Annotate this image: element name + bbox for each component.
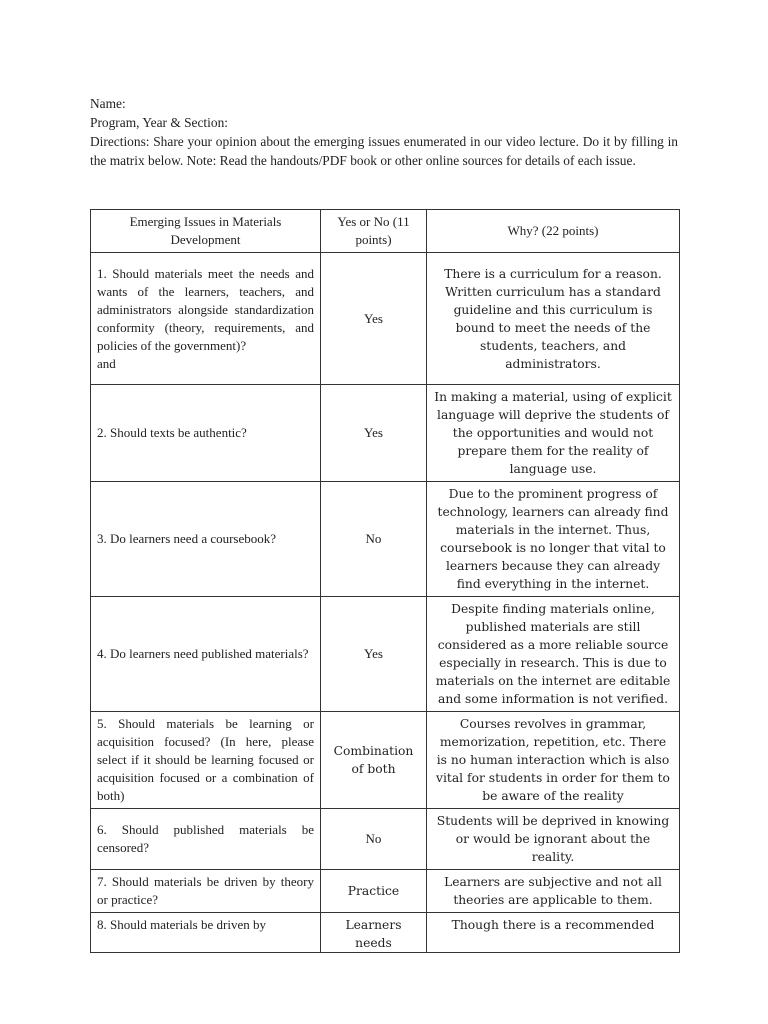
issue-cell (91, 253, 321, 385)
table-header-row (91, 210, 680, 253)
issue-cell: 6. Should published materials be censored? (91, 809, 321, 870)
issue-question: 1. Should materials meet the needs and wants of the learners, teachers, and administrators alongside standardization conformity (theory, requirements, and policies of the government)? (97, 265, 314, 353)
issue-question-extra: and (97, 355, 116, 371)
answer-cell: Learners needs (321, 913, 427, 953)
directions-text: Directions: Share your opinion about the emerging issues enumerated in our video lecture. Do it by filling in the matrix below. Note: Read the handouts/PDF book or other online sources for details of each issue. (90, 134, 678, 168)
why-cell: Despite finding materials online, published materials are still considered as a more reliable source especially in research. This is due to materials on the internet are editable and some information is not verified. (427, 597, 680, 712)
why-cell: Though there is a recommended (427, 913, 680, 953)
table-row (91, 870, 680, 913)
issue-cell: 2. Should texts be authentic? (91, 385, 321, 482)
answer-cell: Yes (321, 385, 427, 482)
issue-cell: 5. Should materials be learning or acquisition focused? (In here, please select if it should be learning focused or acquisition focused or a combination of both) (91, 712, 321, 809)
answer-cell: Practice (321, 870, 427, 913)
column-header-answer: Yes or No (11 points) (321, 210, 427, 253)
answer-cell: Combination of both (321, 712, 427, 809)
column-header-issue: Emerging Issues in Materials Development (91, 210, 321, 253)
table-row (91, 597, 680, 712)
table-row (91, 253, 680, 385)
why-cell: Learners are subjective and not all theories are applicable to them. (427, 870, 680, 913)
table-row (91, 809, 680, 870)
issue-cell: 4. Do learners need published materials? (91, 597, 321, 712)
table-row (91, 712, 680, 809)
name-label: Name: (90, 96, 126, 111)
answer-cell: No (321, 809, 427, 870)
why-cell: In making a material, using of explicit language will deprive the students of the opportunities and would not prepare them for the reality of language use. (427, 385, 680, 482)
answer-cell: Yes (321, 597, 427, 712)
column-header-why: Why? (22 points) (427, 210, 680, 253)
why-cell: There is a curriculum for a reason. Written curriculum has a standard guideline and this curriculum is bound to meet the needs of the students, teachers, and administrators. (427, 253, 680, 385)
answer-cell: No (321, 482, 427, 597)
program-year-section-label: Program, Year & Section: (90, 115, 228, 130)
why-cell: Due to the prominent progress of technology, learners can already find materials in the internet. Thus, coursebook is no longer that vital to learners because they can already find everything in the internet. (427, 482, 680, 597)
issue-cell: 8. Should materials be driven by (91, 913, 321, 953)
answer-cell: Yes (321, 253, 427, 385)
table-row (91, 385, 680, 482)
why-cell: Courses revolves in grammar, memorization, repetition, etc. There is no human interaction which is also vital for students in order for them to be aware of the reality (427, 712, 680, 809)
document-header (90, 94, 678, 170)
issue-cell: 7. Should materials be driven by theory or practice? (91, 870, 321, 913)
table-row (91, 913, 680, 953)
why-cell: Students will be deprived in knowing or would be ignorant about the reality. (427, 809, 680, 870)
issue-cell: 3. Do learners need a coursebook? (91, 482, 321, 597)
table-row (91, 482, 680, 597)
issues-matrix-table (90, 209, 680, 953)
